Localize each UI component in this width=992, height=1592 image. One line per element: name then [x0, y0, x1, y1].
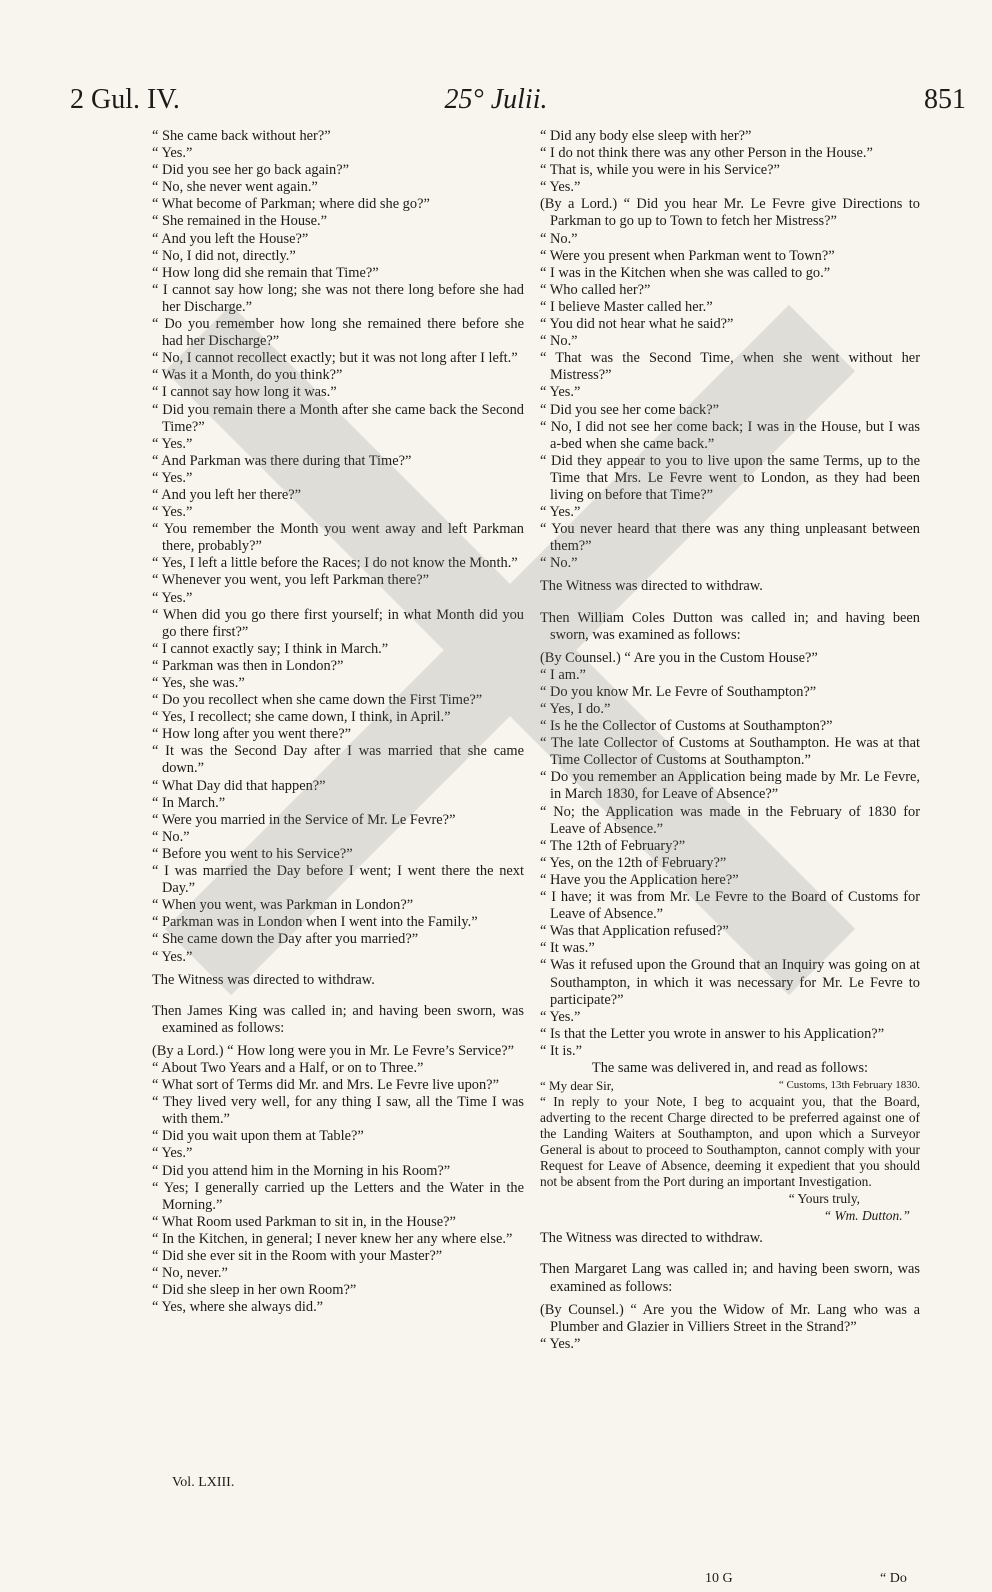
date-heading: 25° Julii. [444, 84, 548, 115]
testimony-line: “ Yes, I left a little before the Races; I do not know the Month.” [152, 555, 518, 572]
testimony-line: “ How long did she remain that Time?” [152, 264, 379, 281]
letter-close: “ Yours truly, [788, 1191, 860, 1207]
page-header [0, 84, 992, 124]
testimony-line: “ Was it a Month, do you think?” [152, 367, 343, 384]
testimony-line: “ Were you married in the Service of Mr. Le Fevre?” [152, 811, 456, 828]
testimony-line: “ I was married the Day before I went; I went there the next Day.” [152, 863, 524, 897]
withdraw-note: The Witness was directed to withdraw. [540, 1230, 763, 1247]
testimony-line: “ Parkman was then in London?” [152, 657, 344, 674]
testimony-line: “ Do you remember an Application being made by Mr. Le Fevre, in March 1830, for Leave of Absence?” [540, 769, 920, 803]
testimony-line: “ Did she ever sit in the Room with your Master?” [152, 1248, 443, 1264]
testimony-line: “ She remained in the House.” [152, 213, 328, 230]
letter-dateline: “ Customs, 13th February 1830. [778, 1079, 920, 1092]
testimony-line: “ I have; it was from Mr. Le Fevre to the Board of Customs for Leave of Absence.” [540, 889, 920, 923]
testimony-line: “ Have you the Application here?” [540, 871, 739, 888]
testimony-line: “ About Two Years and a Half, or on to Three.” [152, 1059, 424, 1076]
testimony-line: “ Did you see her come back?” [540, 401, 719, 418]
testimony-line: “ That is, while you were in his Service?” [540, 162, 780, 179]
letter-intro: The same was delivered in, and read as follows: [591, 1059, 869, 1076]
signature-mark: 10 G [705, 1571, 733, 1586]
testimony-line: “ And Parkman was there during that Time?” [152, 452, 412, 469]
testimony-block-4 [540, 650, 920, 1060]
testimony-line: “ No, never.” [152, 1265, 228, 1282]
testimony-line: “ Were you present when Parkman went to Town?” [540, 247, 835, 264]
testimony-line: “ What become of Parkman; where did she go?” [152, 196, 430, 213]
testimony-line: “ It was.” [540, 940, 595, 957]
testimony-line: “ Yes.” [540, 384, 581, 401]
letter-signature: “ Wm. Dutton.” [823, 1208, 910, 1224]
testimony-line: “ Was it refused upon the Ground that an Inquiry was going on at Southampton, in which it was necessary for Mr. Le Fevre to participate?” [540, 957, 920, 1008]
testimony-line: “ What Day did that happen?” [152, 777, 326, 794]
testimony-line: “ Did she sleep in her own Room?” [152, 1282, 357, 1299]
testimony-line: “ I am.” [540, 666, 586, 683]
letter-body: “ In reply to your Note, I beg to acquaint you, that the Board, adverting to the recent Charge directed to be preferred against one of the Landing Waiters at Southampton, and upon which a Surveyor General is about to proceed to Southampton, cannot comply with your Request for Leave of Absence, deeming it expedient that you should not be absent from the Port during an important Investigation. [540, 1094, 920, 1190]
right-column [540, 128, 920, 1353]
testimony-line: “ No; the Application was made in the February of 1830 for Leave of Absence.” [540, 803, 920, 837]
testimony-line: “ Did you see her go back again?” [152, 162, 349, 179]
testimony-block-1 [152, 128, 524, 966]
testimony-line: “ In March.” [152, 794, 226, 811]
testimony-line: “ The 12th of February?” [540, 837, 686, 854]
catchword: “ Do [880, 1571, 907, 1586]
testimony-line: “ Is he the Collector of Customs at Southampton?” [540, 718, 833, 735]
testimony-line: “ No.” [540, 555, 578, 572]
testimony-line: “ Before you went to his Service?” [152, 845, 353, 862]
testimony-line: “ What Room used Parkman to sit in, in the House?” [152, 1213, 456, 1230]
testimony-line: “ No, she never went again.” [152, 179, 318, 196]
testimony-line: “ Yes, where she always did.” [152, 1299, 324, 1316]
testimony-line: “ Yes.” [152, 145, 193, 162]
testimony-line: “ Yes.” [152, 435, 193, 452]
testimony-line: “ How long after you went there?” [152, 726, 351, 743]
testimony-block-2 [152, 1043, 524, 1317]
testimony-line: “ Did you attend him in the Morning in his Room?” [152, 1162, 451, 1179]
testimony-line: “ No, I did not see her come back; I was in the House, but I was a-bed when she came back.” [540, 418, 920, 452]
letter-salutation: “ My dear Sir, [540, 1078, 614, 1094]
testimony-line: (By a Lord.) “ Did you hear Mr. Le Fevre give Directions to Parkman to go up to Town to fetch her Mistress?” [540, 196, 920, 230]
testimony-line: “ Did they appear to you to live upon the same Terms, up to the Time that Mrs. Le Fevre went to London, as they had been living on before that Time?” [540, 452, 920, 503]
testimony-line: “ They lived very well, for any thing I saw, all the Time I was with them.” [152, 1094, 524, 1128]
testimony-line: (By a Lord.) “ How long were you in Mr. Le Fevre’s Service?” [152, 1042, 515, 1059]
testimony-line: “ Yes.” [152, 504, 193, 521]
testimony-line: “ The late Collector of Customs at Southampton. He was at that Time Collector of Customs at Southampton.” [540, 735, 920, 769]
testimony-line: “ I cannot say how long it was.” [152, 384, 337, 401]
testimony-line: “ No.” [152, 828, 190, 845]
testimony-line: “ Is that the Letter you wrote in answer to his Application?” [540, 1025, 885, 1042]
testimony-line: (By Counsel.) “ Are you in the Custom House?” [540, 649, 818, 666]
testimony-line: “ When you went, was Parkman in London?” [152, 897, 414, 914]
left-column [152, 128, 524, 1316]
testimony-line: “ Did you remain there a Month after she came back the Second Time?” [152, 401, 524, 435]
testimony-line: “ You remember the Month you went away and left Parkman there, probably?” [152, 521, 524, 555]
testimony-line: “ Yes; I generally carried up the Letters and the Water in the Morning.” [152, 1179, 524, 1213]
testimony-line: (By Counsel.) “ Are you the Widow of Mr. Lang who was a Plumber and Glazier in Villiers Street in the Strand?” [540, 1301, 920, 1335]
testimony-line: “ Yes.” [540, 504, 581, 521]
testimony-line: “ You did not hear what he said?” [540, 316, 734, 333]
testimony-line: “ Did you wait upon them at Table?” [152, 1128, 364, 1145]
testimony-line: “ I believe Master called her.” [540, 298, 713, 315]
testimony-line: “ Yes.” [152, 1145, 193, 1162]
testimony-line: “ Did any body else sleep with her?” [540, 128, 752, 144]
testimony-line: “ Who called her?” [540, 281, 651, 298]
testimony-line: “ And you left her there?” [152, 486, 302, 503]
testimony-line: “ Was that Application refused?” [540, 923, 729, 940]
testimony-line: “ Yes.” [152, 589, 193, 606]
testimony-line: “ It is.” [540, 1042, 582, 1059]
testimony-line: “ No, I did not, directly.” [152, 247, 296, 264]
testimony-line: “ That was the Second Time, when she went without her Mistress?” [540, 350, 920, 384]
volume-label: Vol. LXIII. [172, 1475, 235, 1490]
testimony-line: “ No.” [540, 333, 578, 350]
testimony-line: “ No, I cannot recollect exactly; but it was not long after I left.” [152, 350, 518, 367]
testimony-line: “ She came back without her?” [152, 128, 331, 144]
testimony-line: “ I was in the Kitchen when she was called to go.” [540, 264, 831, 281]
testimony-line: “ She came down the Day after you married?” [152, 931, 419, 948]
testimony-line: “ Yes.” [540, 1335, 581, 1352]
testimony-line: “ What sort of Terms did Mr. and Mrs. Le Fevre live upon?” [152, 1077, 499, 1094]
testimony-line: “ Do you remember how long she remained there before she had her Discharge?” [152, 316, 524, 350]
testimony-line: “ Whenever you went, you left Parkman there?” [152, 572, 430, 589]
testimony-line: “ I cannot say how long; she was not there long before she had her Discharge.” [152, 281, 524, 315]
testimony-line: “ Yes.” [152, 469, 193, 486]
testimony-line: “ When did you go there first yourself; in what Month did you go there first?” [152, 606, 524, 640]
testimony-line: “ Do you recollect when she came down the First Time?” [152, 692, 483, 709]
regnal-year: 2 Gul. IV. [70, 84, 180, 115]
page-number: 851 [924, 84, 966, 115]
testimony-block-3 [540, 128, 920, 572]
testimony-line: “ It was the Second Day after I was married that she came down.” [152, 743, 524, 777]
testimony-line: “ Yes, I do.” [540, 701, 611, 717]
testimony-block-5 [540, 1302, 920, 1353]
withdraw-note: The Witness was directed to withdraw. [540, 578, 763, 595]
letter-heading [540, 1077, 920, 1094]
testimony-line: “ Parkman was in London when I went into the Family.” [152, 914, 478, 931]
witness-intro-dutton: Then William Coles Dutton was called in; and having been sworn, was examined as follows: [540, 609, 920, 643]
testimony-line: “ I do not think there was any other Person in the House.” [540, 145, 873, 162]
testimony-line: “ And you left the House?” [152, 230, 309, 247]
withdraw-note: The Witness was directed to withdraw. [152, 971, 375, 988]
testimony-line: “ In the Kitchen, in general; I never knew her any where else.” [152, 1230, 513, 1247]
witness-intro-lang: Then Margaret Lang was called in; and having been sworn, was examined as follows: [540, 1261, 920, 1295]
testimony-line: “ Do you know Mr. Le Fevre of Southampton?” [540, 683, 817, 700]
testimony-line: “ No.” [540, 230, 578, 247]
testimony-line: “ Yes.” [540, 1008, 581, 1025]
testimony-line: “ Yes, on the 12th of February?” [540, 854, 727, 871]
witness-intro-james-king: Then James King was called in; and having been sworn, was examined as follows: [152, 1002, 524, 1036]
testimony-line: “ Yes.” [540, 179, 581, 196]
testimony-line: “ Yes.” [152, 948, 193, 965]
testimony-line: “ I cannot exactly say; I think in March.” [152, 640, 389, 657]
testimony-line: “ Yes, I recollect; she came down, I think, in April.” [152, 709, 451, 726]
testimony-line: “ You never heard that there was any thing unpleasant between them?” [540, 521, 920, 555]
testimony-line: “ Yes, she was.” [152, 675, 245, 691]
